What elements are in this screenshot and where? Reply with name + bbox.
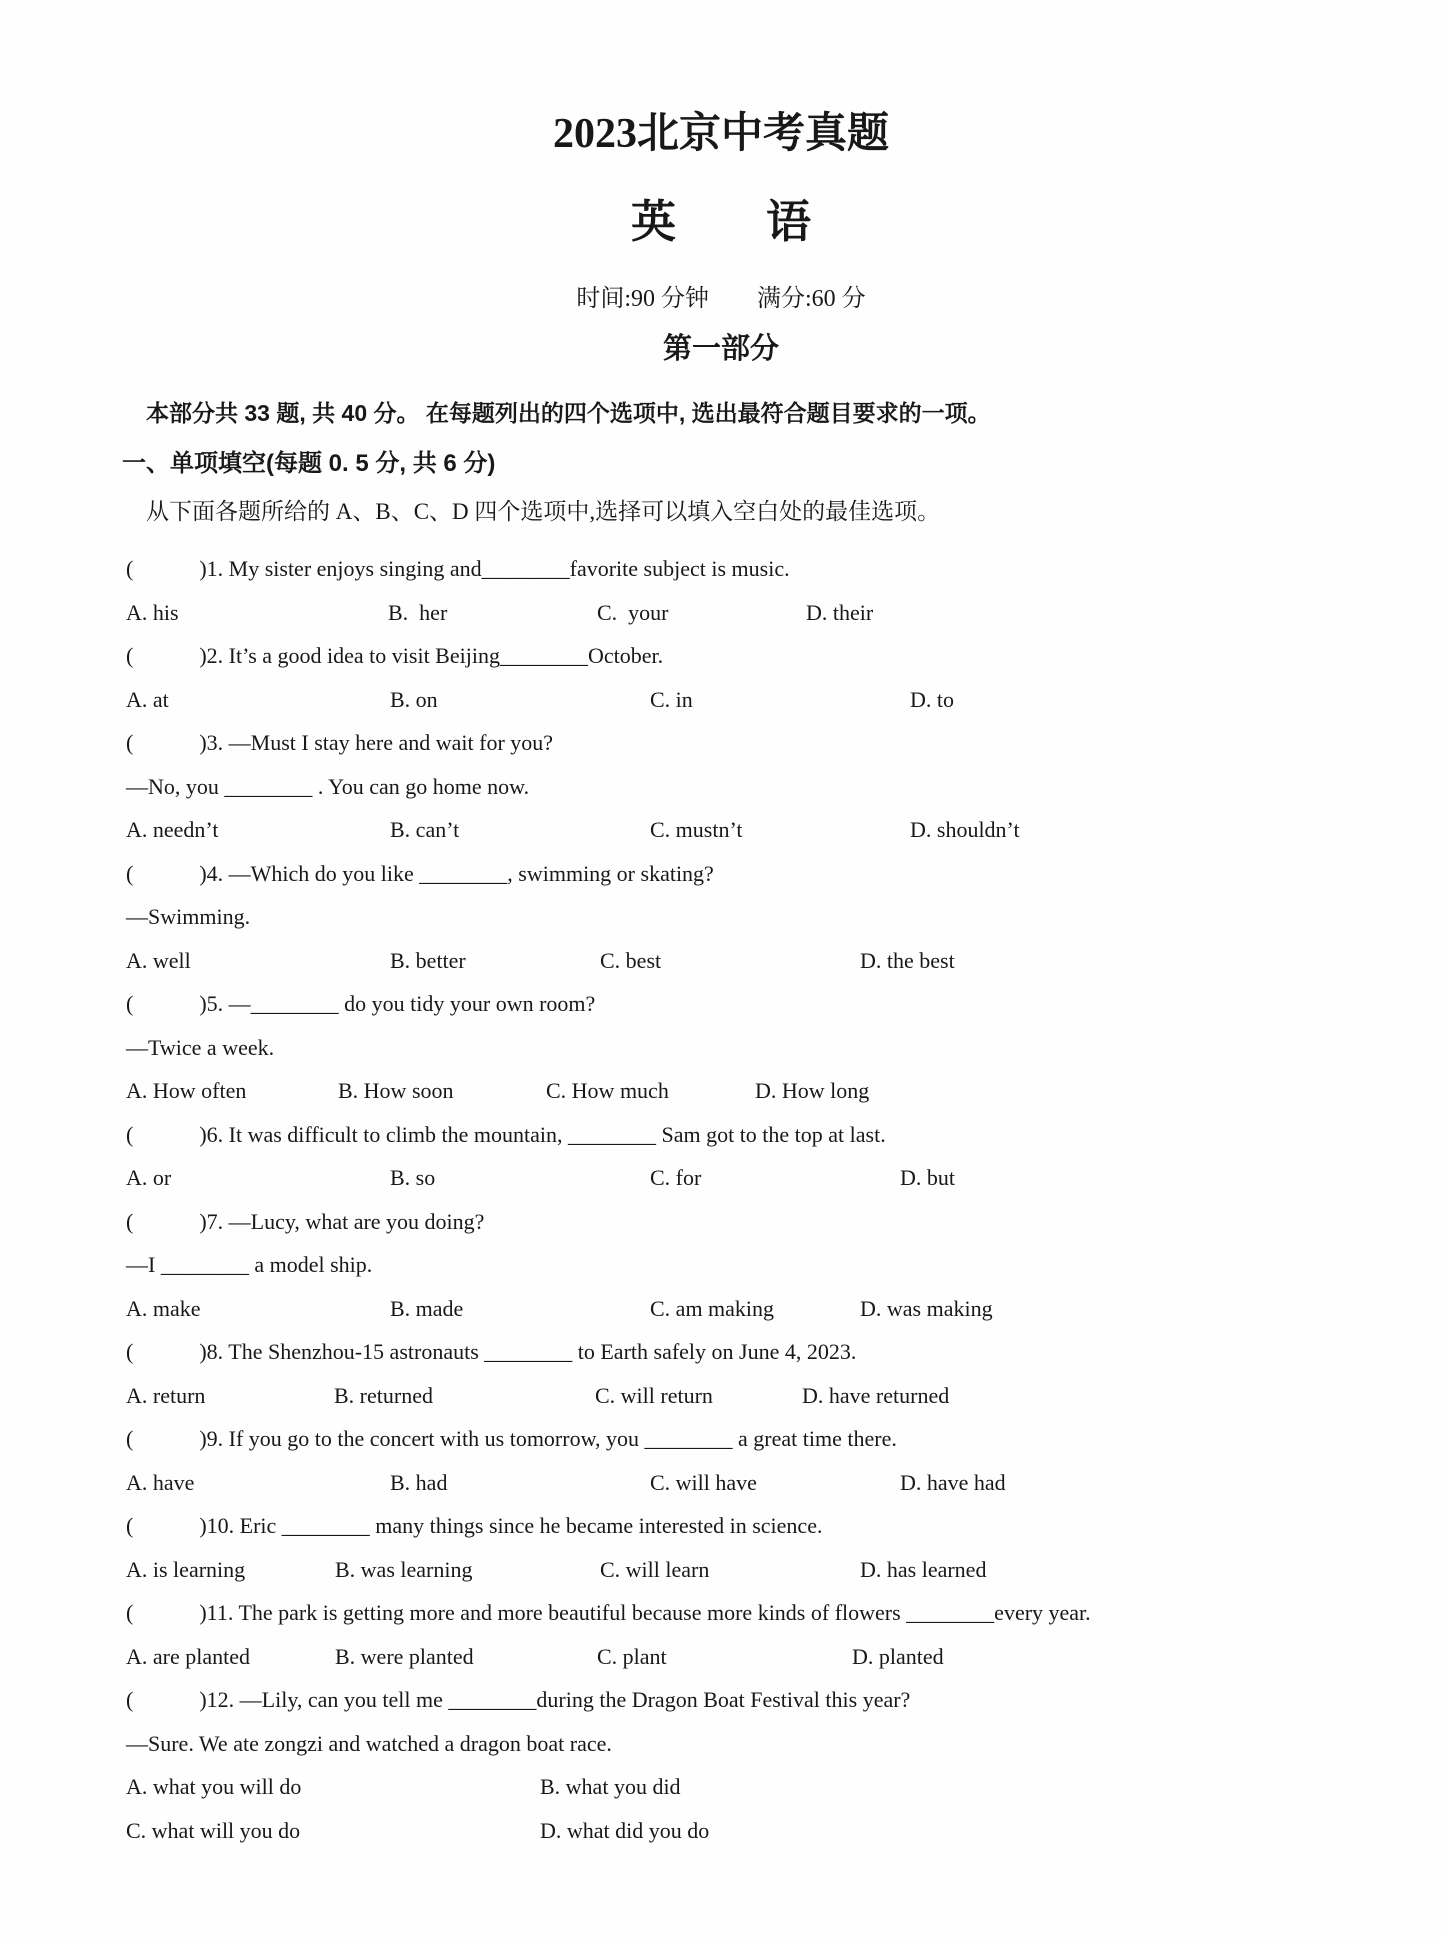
option-item: A. have <box>126 1469 195 1495</box>
option-item: D. the best <box>860 947 955 973</box>
question-stem: ( )10. Eric ________ many things since he became interested in science. <box>126 1513 823 1538</box>
option-row <box>0 1287 1442 1331</box>
question-stem: ( )11. The park is getting more and more beautiful because more kinds of flowers ________every year. <box>126 1600 1091 1625</box>
subject-title: 英 语 <box>630 197 811 247</box>
option-item: D. How long <box>755 1078 870 1103</box>
option-item: B. better <box>390 947 466 973</box>
option-item: B. her <box>388 599 448 625</box>
option-item: A. his <box>126 599 179 625</box>
option-item: B. returned <box>334 1382 433 1408</box>
option-item: A. is learning <box>126 1556 246 1582</box>
option-item: C. will learn <box>600 1556 710 1582</box>
option-item: A. needn’t <box>126 817 219 842</box>
option-item: D. their <box>806 599 874 625</box>
option-item: D. was making <box>860 1295 993 1321</box>
option-item: A. How often <box>126 1078 247 1103</box>
part-title: 第一部分 <box>662 333 779 365</box>
dialog-line: —Twice a week. <box>126 1034 275 1060</box>
option-item: D. what did you do <box>540 1817 710 1843</box>
option-item: D. has learned <box>860 1556 987 1582</box>
question-stem: ( )3. —Must I stay here and wait for you? <box>126 730 554 755</box>
option-item: A. at <box>126 686 169 712</box>
option-item: C. in <box>650 686 693 712</box>
question-stem: ( )4. —Which do you like ________, swimming or skating? <box>126 860 714 886</box>
question-stem: ( )5. —________ do you tidy your own room? <box>126 991 596 1016</box>
option-item: C. your <box>597 599 669 625</box>
option-item: B. had <box>390 1469 448 1495</box>
option-row <box>0 591 1442 635</box>
option-item: A. are planted <box>126 1643 250 1669</box>
question-stem: ( )12. —Lily, can you tell me ________during the Dragon Boat Festival this year? <box>126 1687 911 1712</box>
question-stem: ( )1. My sister enjoys singing and________favorite subject is music. <box>126 556 790 581</box>
option-item: B. made <box>390 1295 464 1321</box>
option-item: D. to <box>910 686 954 712</box>
option-item: B. can’t <box>390 817 460 842</box>
option-item: C. best <box>600 947 662 973</box>
option-item: D. have returned <box>802 1382 950 1408</box>
option-row <box>0 808 1442 852</box>
option-item: A. make <box>126 1295 201 1321</box>
question-stem: ( )7. —Lucy, what are you doing? <box>126 1208 485 1234</box>
option-item: D. shouldn’t <box>910 817 1020 842</box>
doc-title: 2023北京中考真题 <box>552 111 889 157</box>
dialog-line: —I ________ a model ship. <box>126 1252 373 1277</box>
option-item: C. How much <box>546 1078 669 1103</box>
option-item: B. on <box>390 686 438 712</box>
option-item: C. mustn’t <box>650 817 743 842</box>
option-row <box>0 678 1442 722</box>
question-stem: ( )9. If you go to the concert with us tomorrow, you ________ a great time there. <box>126 1426 897 1451</box>
option-item: D. but <box>900 1165 955 1190</box>
option-row <box>0 1809 1442 1853</box>
option-item: A. well <box>126 947 191 973</box>
dialog-line: —No, you ________ . You can go home now. <box>126 773 530 799</box>
option-item: B. was learning <box>335 1556 473 1582</box>
option-item: C. plant <box>597 1643 667 1669</box>
dialog-line: —Swimming. <box>126 904 251 929</box>
time-score-line: 时间:90 分钟 满分:60 分 <box>576 286 866 312</box>
option-row <box>0 1765 1442 1809</box>
option-row <box>0 1548 1442 1592</box>
option-item: D. have had <box>900 1469 1006 1495</box>
option-item: B. How soon <box>338 1078 454 1103</box>
option-item: B. so <box>390 1165 436 1190</box>
option-item: C. what will you do <box>126 1817 301 1843</box>
option-item: A. return <box>126 1382 206 1408</box>
dialog-line: —Sure. We ate zongzi and watched a dragon boat race. <box>126 1730 612 1756</box>
option-row <box>0 939 1442 983</box>
option-item: C. will return <box>595 1382 713 1408</box>
option-row <box>0 1156 1442 1200</box>
option-item: B. what you did <box>540 1774 681 1799</box>
question-list <box>0 547 1442 1852</box>
section-title: 一、单项填空(每题 0. 5 分, 共 6 分) <box>122 450 496 477</box>
option-row <box>0 1461 1442 1505</box>
option-item: D. planted <box>852 1643 944 1669</box>
part-intro: 本部分共 33 题, 共 40 分。 在每题列出的四个选项中, 选出最符合题目要求的一项。 <box>146 400 991 426</box>
option-row <box>0 1374 1442 1418</box>
option-item: C. will have <box>650 1469 757 1495</box>
question-stem: ( )8. The Shenzhou-15 astronauts ________ to Earth safely on June 4, 2023. <box>126 1339 857 1364</box>
section-intro: 从下面各题所给的 A、B、C、D 四个选项中,选择可以填入空白处的最佳选项。 <box>146 499 941 524</box>
option-row <box>0 1635 1442 1679</box>
option-item: B. were planted <box>335 1643 474 1669</box>
option-item: C. for <box>650 1165 702 1190</box>
option-item: C. am making <box>650 1295 775 1321</box>
option-item: A. or <box>126 1165 172 1190</box>
question-stem: ( )6. It was difficult to climb the mountain, ________ Sam got to the top at last. <box>126 1121 886 1147</box>
question-stem: ( )2. It’s a good idea to visit Beijing________October. <box>126 643 664 668</box>
option-item: A. what you will do <box>126 1774 302 1799</box>
option-row <box>0 1069 1442 1113</box>
